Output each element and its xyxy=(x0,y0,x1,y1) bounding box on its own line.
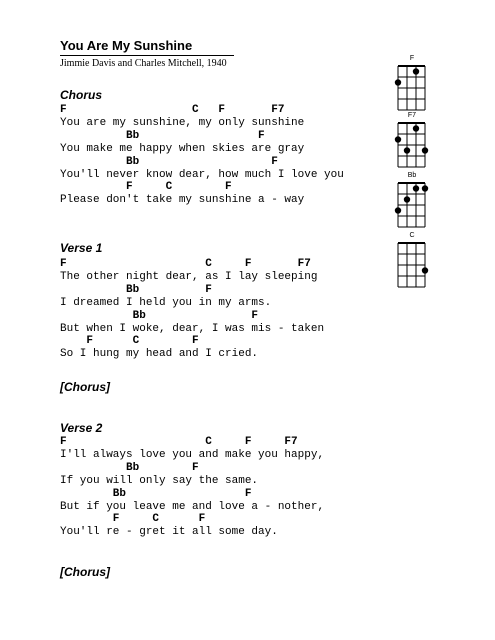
lyric-line: You'll re - gret it all some day. xyxy=(60,526,278,539)
chord-diagram-bb xyxy=(390,171,434,232)
lyric-line: I'll always love you and make you happy, xyxy=(60,448,325,461)
lyric-line: If you will only say the same. xyxy=(60,474,259,487)
section-lines-verse-1 xyxy=(60,258,324,361)
chord-diagram-f xyxy=(390,54,434,115)
lyric-line: You'll never know dear, how much I love you xyxy=(60,168,344,181)
song-credit: Jimmie Davis and Charles Mitchell, 1940 xyxy=(60,58,227,69)
finger-dot xyxy=(413,185,419,191)
finger-dot xyxy=(413,68,419,74)
chord-diagram-name: F xyxy=(409,55,415,62)
finger-dot xyxy=(404,196,410,202)
chord-line: F C F F7 xyxy=(60,436,298,448)
section-heading-chorus: Chorus xyxy=(60,88,102,102)
section-lines-verse-2 xyxy=(60,436,324,539)
lyric-line: I dreamed I held you in my arms. xyxy=(60,296,272,309)
chord-line: F C F F7 xyxy=(60,104,285,116)
finger-dot xyxy=(422,185,428,191)
finger-dot xyxy=(422,147,428,153)
chord-line: F C F xyxy=(60,513,206,526)
lyric-line: You make me happy when skies are gray xyxy=(60,142,305,155)
chord-diagram-name: Bb xyxy=(407,172,417,179)
lyric-line: But when I woke, dear, I was mis - taken xyxy=(60,322,325,335)
chord-diagram-f7 xyxy=(390,111,434,172)
song-title: You Are My Sunshine xyxy=(60,38,234,56)
chord-diagram-grid xyxy=(390,180,434,232)
finger-dot xyxy=(395,136,401,142)
lyric-line: The other night dear, as I lay sleeping xyxy=(60,270,318,283)
chord-diagram-name: F7 xyxy=(407,112,417,119)
finger-dot xyxy=(413,125,419,131)
chord-line: Bb F xyxy=(60,283,212,296)
finger-dot xyxy=(395,207,401,213)
chord-diagram-grid xyxy=(390,63,434,115)
chord-line: Bb F xyxy=(60,129,265,142)
finger-dot xyxy=(395,79,401,85)
chord-line: F C F xyxy=(60,335,199,348)
finger-dot xyxy=(422,267,428,273)
finger-dot xyxy=(404,147,410,153)
lyric-line: Please don't take my sunshine a - way xyxy=(60,194,305,207)
section-heading-verse-1: Verse 1 xyxy=(60,241,103,255)
section-heading-verse-2: Verse 2 xyxy=(60,421,103,435)
chord-diagram-name: C xyxy=(409,232,415,239)
chord-diagram-grid xyxy=(390,240,434,292)
chord-line: Bb F xyxy=(60,155,278,168)
chord-line: Bb F xyxy=(60,461,199,474)
lyric-line: But if you leave me and love a - nother, xyxy=(60,500,325,513)
section-heading-chorus-repeat-2: [Chorus] xyxy=(60,565,110,579)
lyric-line: You are my sunshine, my only sunshine xyxy=(60,116,305,129)
chord-diagram-grid xyxy=(390,120,434,172)
section-lines-chorus xyxy=(60,104,344,207)
chord-line: F C F F7 xyxy=(60,258,311,270)
section-heading-chorus-repeat-1: [Chorus] xyxy=(60,380,110,394)
chord-line: F C F xyxy=(60,181,232,194)
chord-line: Bb F xyxy=(60,309,259,322)
lyric-line: So I hung my head and I cried. xyxy=(60,348,259,361)
chord-diagram-c xyxy=(390,231,434,292)
chord-line: Bb F xyxy=(60,487,252,500)
